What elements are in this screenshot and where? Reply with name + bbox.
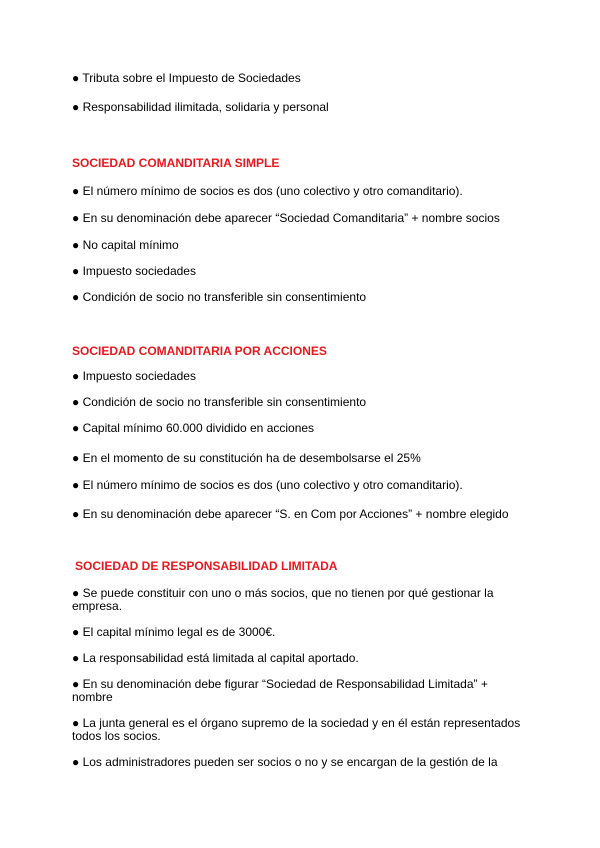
list-item: ● El número mínimo de socios es dos (uno colectivo y otro comanditario). <box>72 184 463 198</box>
list-item: ● El capital mínimo legal es de 3000€. <box>72 625 276 639</box>
list-item: ● Los administradores pueden ser socios o no y se encargan de la gestión de la <box>72 755 498 769</box>
list-item: ● Impuesto sociedades <box>72 369 196 383</box>
list-item: ● En su denominación debe figurar “Sociedad de Responsabilidad Limitada” + nombre <box>72 677 488 704</box>
list-item: ● El número mínimo de socios es dos (uno colectivo y otro comanditario). <box>72 478 463 492</box>
list-item: ● Condición de socio no transferible sin consentimiento <box>72 290 367 304</box>
list-item: ● Se puede constituir con uno o más socios, que no tienen por qué gestionar la empresa. <box>72 586 494 613</box>
list-item: ● Responsabilidad ilimitada, solidaria y personal <box>72 100 329 114</box>
list-item: ● La responsabilidad está limitada al capital aportado. <box>72 651 359 665</box>
list-item: ● Condición de socio no transferible sin consentimiento <box>72 395 367 409</box>
list-item: ● En su denominación debe aparecer “Sociedad Comanditaria” + nombre socios <box>72 211 500 225</box>
section-heading-scs: SOCIEDAD COMANDITARIA SIMPLE <box>72 156 280 170</box>
list-item: ● La junta general es el órgano supremo de la sociedad y en él están representados todos los socios. <box>72 716 521 743</box>
list-item: ● Capital mínimo 60.000 dividido en acciones <box>72 421 315 435</box>
list-item: ● En su denominación debe aparecer “S. en Com por Acciones” + nombre elegido <box>72 507 509 521</box>
section-heading-scpa: SOCIEDAD COMANDITARIA POR ACCIONES <box>72 344 327 358</box>
list-item: ● En el momento de su constitución ha de desembolsarse el 25% <box>72 451 421 465</box>
list-item: ● Tributa sobre el Impuesto de Sociedades <box>72 71 301 85</box>
section-heading-srl: SOCIEDAD DE RESPONSABILIDAD LIMITADA <box>75 559 338 573</box>
list-item: ● No capital mínimo <box>72 238 179 252</box>
list-item: ● Impuesto sociedades <box>72 264 196 278</box>
